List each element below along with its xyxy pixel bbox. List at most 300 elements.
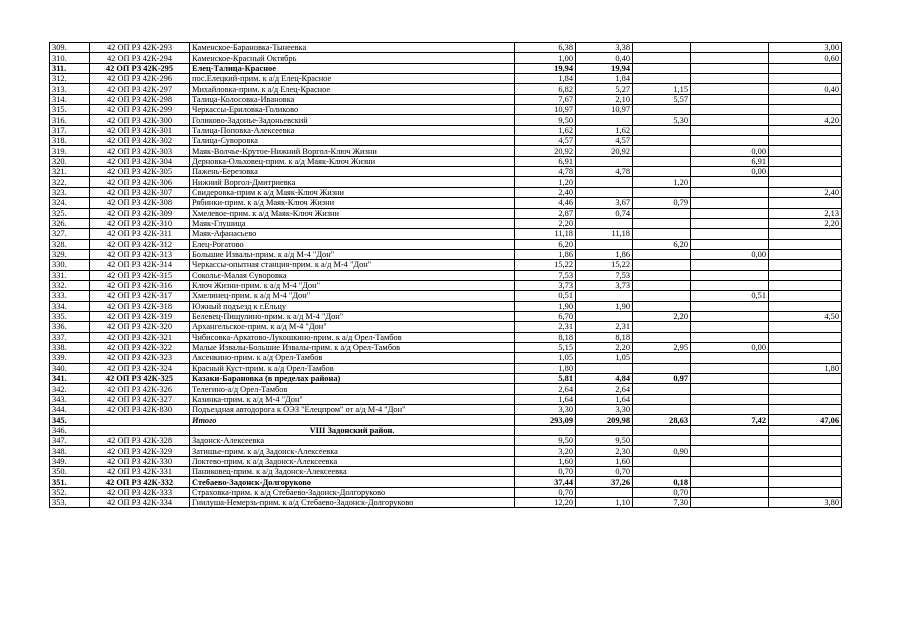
length-col-2: 2,10 bbox=[576, 94, 633, 104]
length-col-3 bbox=[633, 322, 691, 332]
road-code: 42 ОП РЗ 42К-297 bbox=[90, 84, 190, 94]
length-col-2: 2,31 bbox=[576, 322, 633, 332]
road-code: 42 ОП РЗ 42К-306 bbox=[90, 177, 190, 187]
road-code: 42 ОП РЗ 42К-303 bbox=[90, 146, 190, 156]
row-number: 352. bbox=[50, 487, 90, 497]
length-col-4: 0,00 bbox=[691, 146, 769, 156]
table-row bbox=[50, 405, 842, 415]
table-row bbox=[50, 229, 842, 239]
length-col-5 bbox=[769, 260, 842, 270]
length-col-4 bbox=[691, 239, 769, 249]
length-col-3: 7,30 bbox=[633, 498, 691, 508]
length-col-4 bbox=[691, 436, 769, 446]
table-row bbox=[50, 208, 842, 218]
length-col-3 bbox=[633, 156, 691, 166]
total-length bbox=[515, 425, 576, 435]
row-number: 314. bbox=[50, 94, 90, 104]
total-length: 5,81 bbox=[515, 374, 576, 384]
row-number: 309. bbox=[50, 43, 90, 53]
road-name: Каменское-Красный Октябрь bbox=[190, 53, 515, 63]
length-col-2 bbox=[576, 218, 633, 228]
total-length: 11,18 bbox=[515, 229, 576, 239]
row-number: 333. bbox=[50, 291, 90, 301]
length-col-4 bbox=[691, 198, 769, 208]
row-number: 321. bbox=[50, 167, 90, 177]
road-name: Черкассы-Ериловка-Голиково bbox=[190, 105, 515, 115]
road-name: Голиково-Задонье-Задоньевский bbox=[190, 115, 515, 125]
length-col-3: 0,70 bbox=[633, 487, 691, 497]
total-length: 3,73 bbox=[515, 280, 576, 290]
length-col-3 bbox=[633, 425, 691, 435]
road-code: 42 ОП РЗ 42К-329 bbox=[90, 446, 190, 456]
total-length: 15,22 bbox=[515, 260, 576, 270]
length-col-4 bbox=[691, 136, 769, 146]
table-row bbox=[50, 363, 842, 373]
length-col-2 bbox=[576, 156, 633, 166]
road-code: 42 ОП РЗ 42К-313 bbox=[90, 249, 190, 259]
total-length: 3,20 bbox=[515, 446, 576, 456]
table-row bbox=[50, 105, 842, 115]
length-col-3: 1,15 bbox=[633, 84, 691, 94]
total-length: 1,64 bbox=[515, 394, 576, 404]
length-col-4 bbox=[691, 63, 769, 73]
table-row bbox=[50, 146, 842, 156]
length-col-5 bbox=[769, 125, 842, 135]
length-col-5 bbox=[769, 249, 842, 259]
length-col-2: 3,73 bbox=[576, 280, 633, 290]
length-col-5 bbox=[769, 239, 842, 249]
row-number: 340. bbox=[50, 363, 90, 373]
road-code: 42 ОП РЗ 42К-296 bbox=[90, 74, 190, 84]
road-name: Казинка-прим. к а/д М-4 "Дон" bbox=[190, 394, 515, 404]
length-col-3 bbox=[633, 332, 691, 342]
length-col-4 bbox=[691, 332, 769, 342]
length-col-5 bbox=[769, 301, 842, 311]
row-number: 350. bbox=[50, 467, 90, 477]
length-col-5 bbox=[769, 177, 842, 187]
length-col-2: 1,60 bbox=[576, 456, 633, 466]
road-code: 42 ОП РЗ 42К-298 bbox=[90, 94, 190, 104]
length-col-2: 4,78 bbox=[576, 167, 633, 177]
road-code: 42 ОП РЗ 42К-302 bbox=[90, 136, 190, 146]
table-row bbox=[50, 384, 842, 394]
length-col-3 bbox=[633, 63, 691, 73]
length-col-4: 6,91 bbox=[691, 156, 769, 166]
total-length: 2,20 bbox=[515, 218, 576, 228]
length-col-3 bbox=[633, 394, 691, 404]
road-code: 42 ОП РЗ 42К-322 bbox=[90, 342, 190, 352]
row-number: 335. bbox=[50, 311, 90, 321]
road-name: Задонск-Алексеевка bbox=[190, 436, 515, 446]
road-code: 42 ОП РЗ 42К-316 bbox=[90, 280, 190, 290]
road-code: 42 ОП РЗ 42К-330 bbox=[90, 456, 190, 466]
length-col-3 bbox=[633, 456, 691, 466]
length-col-2 bbox=[576, 487, 633, 497]
length-col-4 bbox=[691, 270, 769, 280]
table-row bbox=[50, 187, 842, 197]
total-length: 2,64 bbox=[515, 384, 576, 394]
row-number: 348. bbox=[50, 446, 90, 456]
length-col-2 bbox=[576, 177, 633, 187]
length-col-3 bbox=[633, 270, 691, 280]
length-col-2: 4,57 bbox=[576, 136, 633, 146]
length-col-4 bbox=[691, 394, 769, 404]
road-name: Маяк-Глушица bbox=[190, 218, 515, 228]
length-col-5 bbox=[769, 384, 842, 394]
road-code: 42 ОП РЗ 42К-293 bbox=[90, 43, 190, 53]
table-row bbox=[50, 43, 842, 53]
length-col-5: 2,20 bbox=[769, 218, 842, 228]
table-row bbox=[50, 291, 842, 301]
road-name: Большие Извалы-прим. к а/д М-4 "Дон" bbox=[190, 249, 515, 259]
length-col-2: 1,86 bbox=[576, 249, 633, 259]
length-col-5 bbox=[769, 94, 842, 104]
table-row bbox=[50, 198, 842, 208]
road-code: 42 ОП РЗ 42К-317 bbox=[90, 291, 190, 301]
length-col-4 bbox=[691, 280, 769, 290]
table-row bbox=[50, 63, 842, 73]
length-col-5 bbox=[769, 167, 842, 177]
length-col-3: 1,20 bbox=[633, 177, 691, 187]
row-number: 315. bbox=[50, 105, 90, 115]
row-number: 323. bbox=[50, 187, 90, 197]
length-col-3 bbox=[633, 260, 691, 270]
length-col-3 bbox=[633, 146, 691, 156]
total-length: 8,18 bbox=[515, 332, 576, 342]
road-name: Талица-Суворовка bbox=[190, 136, 515, 146]
length-col-4 bbox=[691, 311, 769, 321]
length-col-5: 3,00 bbox=[769, 43, 842, 53]
document-page bbox=[49, 42, 842, 508]
row-number: 325. bbox=[50, 208, 90, 218]
length-col-4: 0,00 bbox=[691, 249, 769, 259]
length-col-2 bbox=[576, 115, 633, 125]
road-name: VIII Задонский район. bbox=[190, 425, 515, 435]
table-row bbox=[50, 270, 842, 280]
total-length: 6,70 bbox=[515, 311, 576, 321]
length-col-2: 1,62 bbox=[576, 125, 633, 135]
road-name: Каменское-Барановка-Тынеевка bbox=[190, 43, 515, 53]
table-row bbox=[50, 125, 842, 135]
road-name: Ключ Жизни-прим. к а/д М-4 "Дон" bbox=[190, 280, 515, 290]
length-col-2: 11,18 bbox=[576, 229, 633, 239]
row-number: 320. bbox=[50, 156, 90, 166]
road-code: 42 ОП РЗ 42К-326 bbox=[90, 384, 190, 394]
table-row bbox=[50, 239, 842, 249]
length-col-5: 0,60 bbox=[769, 53, 842, 63]
road-name: Чибисовка-Аркатово-Лукошкино-прим. к а/д Орел-Тамбов bbox=[190, 332, 515, 342]
length-col-3 bbox=[633, 291, 691, 301]
total-length: 1,80 bbox=[515, 363, 576, 373]
length-col-5: 4,50 bbox=[769, 311, 842, 321]
table-row bbox=[50, 94, 842, 104]
road-code: 42 ОП РЗ 42К-295 bbox=[90, 63, 190, 73]
table-row bbox=[50, 415, 842, 425]
length-col-4 bbox=[691, 384, 769, 394]
table-row bbox=[50, 456, 842, 466]
length-col-4 bbox=[691, 456, 769, 466]
total-length: 20,92 bbox=[515, 146, 576, 156]
length-col-3 bbox=[633, 43, 691, 53]
length-col-2: 8,18 bbox=[576, 332, 633, 342]
road-code bbox=[90, 425, 190, 435]
table-row bbox=[50, 280, 842, 290]
road-name: Паниковец-прим. к а/д Задонск-Алексеевка bbox=[190, 467, 515, 477]
length-col-4 bbox=[691, 125, 769, 135]
length-col-5 bbox=[769, 342, 842, 352]
length-col-2: 15,22 bbox=[576, 260, 633, 270]
road-name: пос.Елецкий-прим. к а/д Елец-Красное bbox=[190, 74, 515, 84]
length-col-2: 1,05 bbox=[576, 353, 633, 363]
total-length: 6,38 bbox=[515, 43, 576, 53]
table-row bbox=[50, 477, 842, 487]
table-row bbox=[50, 84, 842, 94]
row-number: 322. bbox=[50, 177, 90, 187]
row-number: 341. bbox=[50, 374, 90, 384]
road-name: Телегино-а/д Орел-Тамбов bbox=[190, 384, 515, 394]
length-col-2 bbox=[576, 363, 633, 373]
length-col-4: 0,00 bbox=[691, 167, 769, 177]
length-col-5 bbox=[769, 146, 842, 156]
length-col-5 bbox=[769, 436, 842, 446]
length-col-4 bbox=[691, 177, 769, 187]
row-number: 318. bbox=[50, 136, 90, 146]
row-number: 344. bbox=[50, 405, 90, 415]
road-code: 42 ОП РЗ 42К-309 bbox=[90, 208, 190, 218]
length-col-3 bbox=[633, 105, 691, 115]
length-col-3 bbox=[633, 405, 691, 415]
total-length: 1,60 bbox=[515, 456, 576, 466]
row-number: 336. bbox=[50, 322, 90, 332]
length-col-2: 19,94 bbox=[576, 63, 633, 73]
road-code: 42 ОП РЗ 42К-311 bbox=[90, 229, 190, 239]
road-name: Подъездная автодорога к ОЭЗ "Елецпром" от а/д М-4 "Дон" bbox=[190, 405, 515, 415]
total-length: 1,90 bbox=[515, 301, 576, 311]
length-col-2: 2,30 bbox=[576, 446, 633, 456]
table-row bbox=[50, 446, 842, 456]
length-col-5 bbox=[769, 394, 842, 404]
length-col-5: 1,80 bbox=[769, 363, 842, 373]
length-col-4: 0,51 bbox=[691, 291, 769, 301]
length-col-5 bbox=[769, 136, 842, 146]
table-row bbox=[50, 249, 842, 259]
length-col-2: 1,84 bbox=[576, 74, 633, 84]
road-code: 42 ОП РЗ 42К-308 bbox=[90, 198, 190, 208]
length-col-2 bbox=[576, 291, 633, 301]
total-length: 1,84 bbox=[515, 74, 576, 84]
length-col-5 bbox=[769, 105, 842, 115]
table-row bbox=[50, 498, 842, 508]
total-length: 7,53 bbox=[515, 270, 576, 280]
row-number: 328. bbox=[50, 239, 90, 249]
row-number: 326. bbox=[50, 218, 90, 228]
row-number: 339. bbox=[50, 353, 90, 363]
length-col-5 bbox=[769, 353, 842, 363]
length-col-2: 1,10 bbox=[576, 498, 633, 508]
total-length: 0,51 bbox=[515, 291, 576, 301]
total-length: 293,09 bbox=[515, 415, 576, 425]
length-col-3: 0,79 bbox=[633, 198, 691, 208]
length-col-3: 28,63 bbox=[633, 415, 691, 425]
total-length: 0,70 bbox=[515, 487, 576, 497]
length-col-3: 5,30 bbox=[633, 115, 691, 125]
total-length: 2,31 bbox=[515, 322, 576, 332]
length-col-3 bbox=[633, 125, 691, 135]
length-col-2: 5,27 bbox=[576, 84, 633, 94]
length-col-5 bbox=[769, 74, 842, 84]
length-col-3 bbox=[633, 167, 691, 177]
total-length: 5,15 bbox=[515, 342, 576, 352]
road-name: Белевец-Пищулино-прим. к а/д М-4 "Дон" bbox=[190, 311, 515, 321]
length-col-3 bbox=[633, 53, 691, 63]
road-code: 42 ОП РЗ 42К-301 bbox=[90, 125, 190, 135]
road-code: 42 ОП РЗ 42К-300 bbox=[90, 115, 190, 125]
road-name: Елец-Талица-Красное bbox=[190, 63, 515, 73]
table-row bbox=[50, 487, 842, 497]
road-code: 42 ОП РЗ 42К-315 bbox=[90, 270, 190, 280]
road-code: 42 ОП РЗ 42К-314 bbox=[90, 260, 190, 270]
length-col-3 bbox=[633, 363, 691, 373]
road-code: 42 ОП РЗ 42К-312 bbox=[90, 239, 190, 249]
road-code: 42 ОП РЗ 42К-320 bbox=[90, 322, 190, 332]
road-name: Елец-Рогатово bbox=[190, 239, 515, 249]
road-code: 42 ОП РЗ 42К-305 bbox=[90, 167, 190, 177]
road-code: 42 ОП РЗ 42К-332 bbox=[90, 477, 190, 487]
total-length: 1,20 bbox=[515, 177, 576, 187]
length-col-5 bbox=[769, 446, 842, 456]
road-code: 42 ОП РЗ 42К-328 bbox=[90, 436, 190, 446]
roads-table bbox=[49, 42, 842, 508]
length-col-4 bbox=[691, 229, 769, 239]
road-name: Затишье-прим. к а/д Задонск-Алексеевка bbox=[190, 446, 515, 456]
row-number: 347. bbox=[50, 436, 90, 446]
length-col-4 bbox=[691, 374, 769, 384]
total-length: 9,50 bbox=[515, 436, 576, 446]
total-length: 2,87 bbox=[515, 208, 576, 218]
table-row bbox=[50, 167, 842, 177]
length-col-4 bbox=[691, 498, 769, 508]
row-number: 311. bbox=[50, 63, 90, 73]
total-length: 6,91 bbox=[515, 156, 576, 166]
road-name: Аксенкино-прим. к а/д Орел-Тамбов bbox=[190, 353, 515, 363]
row-number: 343. bbox=[50, 394, 90, 404]
length-col-4 bbox=[691, 322, 769, 332]
row-number: 316. bbox=[50, 115, 90, 125]
length-col-4 bbox=[691, 208, 769, 218]
length-col-3 bbox=[633, 301, 691, 311]
length-col-4 bbox=[691, 187, 769, 197]
length-col-5: 2,13 bbox=[769, 208, 842, 218]
length-col-3: 2,95 bbox=[633, 342, 691, 352]
road-name: Михайловка-прим. к а/д Елец-Красное bbox=[190, 84, 515, 94]
road-code: 42 ОП РЗ 42К-324 bbox=[90, 363, 190, 373]
row-number: 331. bbox=[50, 270, 90, 280]
row-number: 346. bbox=[50, 425, 90, 435]
road-code: 42 ОП РЗ 42К-294 bbox=[90, 53, 190, 63]
length-col-4 bbox=[691, 405, 769, 415]
road-name: Нижний Воргол-Дмитриевка bbox=[190, 177, 515, 187]
length-col-5: 2,40 bbox=[769, 187, 842, 197]
table-row bbox=[50, 301, 842, 311]
length-col-3: 2,20 bbox=[633, 311, 691, 321]
road-name: Маяк-Афанасьево bbox=[190, 229, 515, 239]
table-row bbox=[50, 394, 842, 404]
row-number: 324. bbox=[50, 198, 90, 208]
length-col-2: 3,38 bbox=[576, 43, 633, 53]
length-col-3 bbox=[633, 229, 691, 239]
table-row bbox=[50, 342, 842, 352]
length-col-4 bbox=[691, 260, 769, 270]
road-code bbox=[90, 415, 190, 425]
length-col-2 bbox=[576, 425, 633, 435]
total-length: 6,82 bbox=[515, 84, 576, 94]
length-col-4 bbox=[691, 477, 769, 487]
length-col-5 bbox=[769, 322, 842, 332]
length-col-5: 4,20 bbox=[769, 115, 842, 125]
length-col-4 bbox=[691, 353, 769, 363]
length-col-5 bbox=[769, 63, 842, 73]
length-col-4 bbox=[691, 84, 769, 94]
length-col-5 bbox=[769, 477, 842, 487]
table-row bbox=[50, 332, 842, 342]
total-length: 1,05 bbox=[515, 353, 576, 363]
length-col-2 bbox=[576, 239, 633, 249]
total-length: 0,70 bbox=[515, 467, 576, 477]
length-col-5 bbox=[769, 425, 842, 435]
table-row bbox=[50, 177, 842, 187]
road-name: Талица-Поповка-Алексеевка bbox=[190, 125, 515, 135]
length-col-5 bbox=[769, 270, 842, 280]
road-name: Архангельское-прим. к а/д М-4 "Дон" bbox=[190, 322, 515, 332]
length-col-5 bbox=[769, 156, 842, 166]
road-name: Талица-Колосовка-Ивановка bbox=[190, 94, 515, 104]
length-col-3: 0,90 bbox=[633, 446, 691, 456]
row-number: 317. bbox=[50, 125, 90, 135]
length-col-4 bbox=[691, 218, 769, 228]
row-number: 334. bbox=[50, 301, 90, 311]
length-col-2: 2,20 bbox=[576, 342, 633, 352]
length-col-4 bbox=[691, 425, 769, 435]
road-name: Малые Извалы-Большие Извалы-прим. к а/д Орел-Тамбов bbox=[190, 342, 515, 352]
length-col-5 bbox=[769, 280, 842, 290]
length-col-3: 5,57 bbox=[633, 94, 691, 104]
road-name: Хмелинец-прим. к а/д М-4 "Дон" bbox=[190, 291, 515, 301]
row-number: 337. bbox=[50, 332, 90, 342]
road-name: Казаки-Барановка (в пределах района) bbox=[190, 374, 515, 384]
road-code: 42 ОП РЗ 42К-318 bbox=[90, 301, 190, 311]
length-col-4 bbox=[691, 43, 769, 53]
length-col-2: 20,92 bbox=[576, 146, 633, 156]
table-row bbox=[50, 115, 842, 125]
length-col-4 bbox=[691, 487, 769, 497]
length-col-5: 3,80 bbox=[769, 498, 842, 508]
length-col-2: 0,74 bbox=[576, 208, 633, 218]
road-name: Страховка-прим. к а/д Стебаево-Задонск-Долгоруково bbox=[190, 487, 515, 497]
length-col-4 bbox=[691, 53, 769, 63]
length-col-5 bbox=[769, 467, 842, 477]
length-col-4 bbox=[691, 94, 769, 104]
road-code: 42 ОП РЗ 42К-307 bbox=[90, 187, 190, 197]
length-col-2: 4,84 bbox=[576, 374, 633, 384]
road-code: 42 ОП РЗ 42К-299 bbox=[90, 105, 190, 115]
road-code: 42 ОП РЗ 42К-304 bbox=[90, 156, 190, 166]
road-name: Свидеровка-прим к а/д Маяк-Ключ Жизни bbox=[190, 187, 515, 197]
total-length: 10,97 bbox=[515, 105, 576, 115]
length-col-5 bbox=[769, 487, 842, 497]
length-col-4: 0,00 bbox=[691, 342, 769, 352]
row-number: 338. bbox=[50, 342, 90, 352]
length-col-2: 2,64 bbox=[576, 384, 633, 394]
